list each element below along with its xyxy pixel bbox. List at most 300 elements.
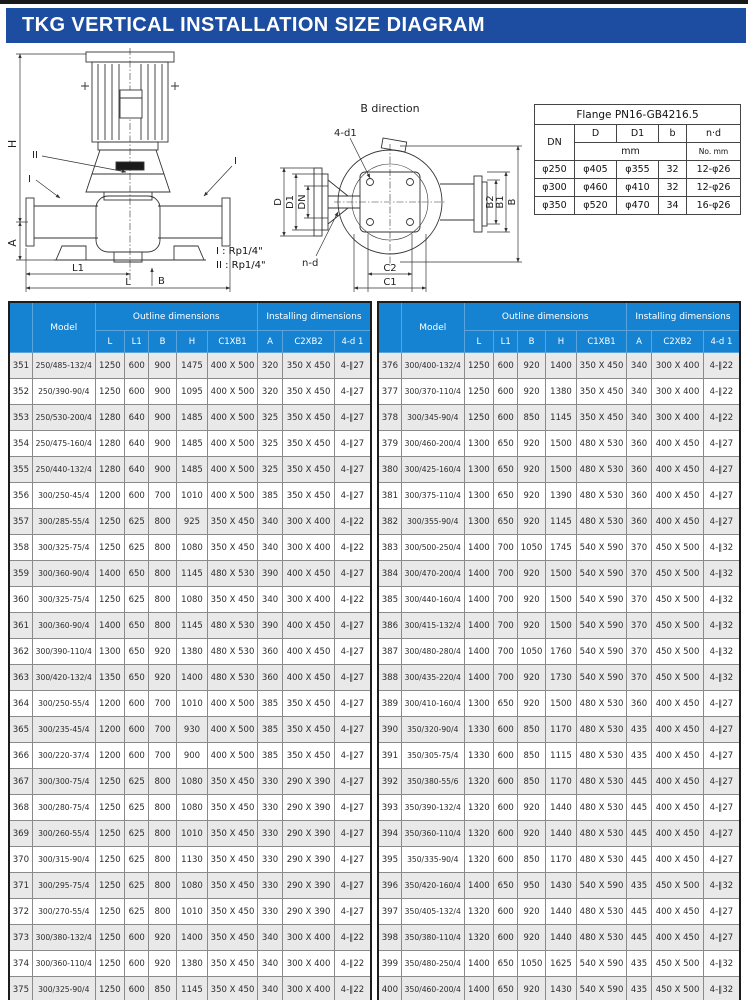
cell-a: 370 [626, 639, 651, 665]
cell-b: 920 [149, 951, 176, 977]
col-h: H [545, 331, 576, 353]
cell-l: 1330 [464, 743, 493, 769]
cell-c2xb2: 400 X 450 [652, 431, 704, 457]
cell-c1xb1: 480 X 530 [577, 717, 627, 743]
cell-h: 1130 [176, 847, 207, 873]
cell-b: 700 [149, 743, 176, 769]
cell-4d1: 4-∥32 [703, 977, 740, 1000]
cell-c2xb2: 450 X 500 [652, 665, 704, 691]
table-row [378, 561, 740, 587]
cell-c2xb2: 300 X 400 [652, 379, 704, 405]
cell-c2xb2: 450 X 500 [652, 977, 704, 1000]
table-row [378, 743, 740, 769]
cell-c2xb2: 400 X 450 [283, 613, 335, 639]
cell-a: 340 [257, 951, 282, 977]
cell-l1: 600 [494, 379, 518, 405]
row-number: 357 [9, 509, 32, 535]
row-number: 363 [9, 665, 32, 691]
row-number: 366 [9, 743, 32, 769]
cell-model: 350/380-110/4 [401, 925, 464, 951]
cell-dn: φ350 [535, 197, 575, 215]
flange-unit-no-mm: No. mm [687, 143, 741, 161]
cell-a: 360 [626, 431, 651, 457]
cell-model: 300/300-75/4 [32, 769, 95, 795]
cell-l1: 600 [494, 717, 518, 743]
cell-l: 1320 [464, 795, 493, 821]
cell-l: 1200 [95, 717, 124, 743]
cell-l: 1300 [95, 639, 124, 665]
cell-model: 300/400-132/4 [401, 353, 464, 379]
cell-c2xb2: 300 X 400 [283, 951, 335, 977]
cell-c1xb1: 400 X 500 [208, 717, 258, 743]
cell-h: 1440 [545, 899, 576, 925]
outline-dimensions-header: Outline dimensions [95, 302, 257, 331]
dim-l-label: L [125, 277, 131, 288]
cell-4d1: 4-∥27 [334, 379, 371, 405]
cell-b: 920 [518, 925, 545, 951]
cell-a: 340 [257, 535, 282, 561]
cell-h: 1400 [176, 925, 207, 951]
cell-4d1: 4-∥27 [334, 873, 371, 899]
cell-b: 900 [149, 405, 176, 431]
cell-4d1: 4-∥27 [334, 717, 371, 743]
cell-a: 340 [257, 509, 282, 535]
flange-table-row [535, 161, 741, 179]
cell-4d1: 4-∥27 [703, 509, 740, 535]
row-number: 395 [378, 847, 401, 873]
cell-model: 350/420-160/4 [401, 873, 464, 899]
cell-l1: 600 [125, 743, 149, 769]
b-direction-title: B direction [360, 102, 420, 115]
cell-a: 320 [257, 379, 282, 405]
cell-c1xb1: 350 X 450 [208, 899, 258, 925]
cell-c1xb1: 350 X 450 [208, 951, 258, 977]
cell-l: 1200 [95, 691, 124, 717]
cell-h: 1380 [176, 639, 207, 665]
cell-nd: 16-φ26 [687, 197, 741, 215]
cell-l: 1250 [95, 873, 124, 899]
cell-l: 1250 [95, 899, 124, 925]
col-4d1: 4-d 1 [703, 331, 740, 353]
cell-4d1: 4-∥22 [703, 379, 740, 405]
cell-b: 900 [149, 353, 176, 379]
cell-dn: φ250 [535, 161, 575, 179]
outline-dimensions-header: Outline dimensions [464, 302, 626, 331]
cell-c1xb1: 480 X 530 [208, 665, 258, 691]
cell-h: 900 [176, 743, 207, 769]
cell-c1xb1: 480 X 530 [577, 691, 627, 717]
cell-c1xb1: 400 X 500 [208, 691, 258, 717]
cell-model: 350/305-75/4 [401, 743, 464, 769]
cell-a: 330 [257, 821, 282, 847]
cell-l1: 600 [125, 977, 149, 1000]
table-row [9, 535, 371, 561]
table-row [9, 795, 371, 821]
cell-a: 385 [257, 691, 282, 717]
cell-model: 300/425-160/4 [401, 457, 464, 483]
flange-col-nd: n·d [687, 125, 741, 143]
cell-c2xb2: 300 X 400 [283, 977, 335, 1000]
cell-4d1: 4-∥27 [334, 431, 371, 457]
cell-a: 385 [257, 743, 282, 769]
row-number: 358 [9, 535, 32, 561]
cell-l: 1300 [464, 691, 493, 717]
cell-model: 350/460-200/4 [401, 977, 464, 1000]
cell-b: 32 [659, 161, 687, 179]
table-row [9, 613, 371, 639]
cell-c1xb1: 540 X 590 [577, 561, 627, 587]
cell-4d1: 4-∥27 [334, 795, 371, 821]
cell-c1xb1: 480 X 530 [577, 431, 627, 457]
col-a: A [257, 331, 282, 353]
table-row [9, 639, 371, 665]
cell-b: 900 [149, 379, 176, 405]
table-row [9, 379, 371, 405]
cell-model: 350/360-110/4 [401, 821, 464, 847]
cell-4d1: 4-∥27 [703, 795, 740, 821]
cell-4d1: 4-∥22 [334, 587, 371, 613]
cell-b: 800 [149, 561, 176, 587]
cell-l1: 600 [494, 899, 518, 925]
cell-c1xb1: 350 X 450 [208, 925, 258, 951]
cell-c2xb2: 400 X 450 [283, 639, 335, 665]
cell-b: 900 [149, 457, 176, 483]
cell-c1xb1: 480 X 530 [577, 899, 627, 925]
cell-d1: φ470 [617, 197, 659, 215]
table-row [378, 353, 740, 379]
cell-h: 1400 [545, 353, 576, 379]
ports-note [216, 245, 266, 273]
cell-a: 445 [626, 795, 651, 821]
row-number: 352 [9, 379, 32, 405]
cell-l: 1400 [464, 665, 493, 691]
cell-b: 800 [149, 899, 176, 925]
cell-c2xb2: 350 X 450 [283, 483, 335, 509]
cell-a: 340 [626, 405, 651, 431]
cell-l1: 600 [494, 925, 518, 951]
col-h: H [176, 331, 207, 353]
cell-b: 920 [518, 899, 545, 925]
cell-l: 1200 [95, 483, 124, 509]
table-row [378, 457, 740, 483]
row-number: 384 [378, 561, 401, 587]
cell-model: 300/470-200/4 [401, 561, 464, 587]
col-l1: L1 [494, 331, 518, 353]
cell-h: 1440 [545, 795, 576, 821]
cell-a: 330 [257, 769, 282, 795]
cell-4d1: 4-∥32 [703, 561, 740, 587]
cell-h: 1760 [545, 639, 576, 665]
cell-4d1: 4-∥22 [334, 509, 371, 535]
cell-c2xb2: 450 X 500 [652, 639, 704, 665]
table-row [9, 665, 371, 691]
cell-l: 1320 [464, 899, 493, 925]
table-row [9, 977, 371, 1000]
cell-c1xb1: 540 X 590 [577, 639, 627, 665]
row-number: 398 [378, 925, 401, 951]
cell-b: 850 [518, 717, 545, 743]
cell-h: 1080 [176, 535, 207, 561]
dim-b-label: B [507, 198, 518, 206]
cell-model: 300/250-45/4 [32, 483, 95, 509]
cell-h: 1010 [176, 821, 207, 847]
cell-model: 300/260-55/4 [32, 821, 95, 847]
cell-model: 300/380-132/4 [32, 925, 95, 951]
col-c1xb1: C1XB1 [208, 331, 258, 353]
row-number: 371 [9, 873, 32, 899]
cell-l1: 600 [494, 769, 518, 795]
cell-4d1: 4-∥27 [334, 665, 371, 691]
table-row [378, 665, 740, 691]
cell-c1xb1: 400 X 500 [208, 483, 258, 509]
cell-h: 1010 [176, 691, 207, 717]
cell-model: 300/295-75/4 [32, 873, 95, 899]
cell-h: 1170 [545, 847, 576, 873]
table-row [9, 587, 371, 613]
cell-l1: 625 [125, 795, 149, 821]
cell-b: 800 [149, 509, 176, 535]
table-row [378, 509, 740, 535]
cell-c1xb1: 480 X 530 [577, 821, 627, 847]
cell-l: 1250 [95, 795, 124, 821]
cell-b: 900 [149, 431, 176, 457]
cell-b: 34 [659, 197, 687, 215]
cell-c2xb2: 400 X 450 [652, 691, 704, 717]
cell-4d1: 4-∥32 [703, 535, 740, 561]
col-4d1: 4-d 1 [334, 331, 371, 353]
cell-l1: 600 [125, 951, 149, 977]
cell-b: 800 [149, 821, 176, 847]
cell-a: 445 [626, 769, 651, 795]
cell-h: 1625 [545, 951, 576, 977]
cell-l: 1400 [464, 977, 493, 1000]
cell-c2xb2: 450 X 500 [652, 613, 704, 639]
cell-l: 1250 [464, 405, 493, 431]
cell-b: 920 [518, 691, 545, 717]
cell-l: 1280 [95, 457, 124, 483]
cell-l: 1400 [464, 639, 493, 665]
cell-b: 920 [518, 483, 545, 509]
cell-l1: 650 [494, 977, 518, 1000]
col-c2xb2: C2XB2 [652, 331, 704, 353]
cell-model: 300/360-90/4 [32, 613, 95, 639]
cell-h: 930 [176, 717, 207, 743]
cell-l: 1400 [464, 535, 493, 561]
cell-b: 800 [149, 769, 176, 795]
cell-b: 800 [149, 613, 176, 639]
cell-l: 1200 [95, 743, 124, 769]
cell-4d1: 4-∥27 [334, 405, 371, 431]
cell-nd: 12-φ26 [687, 161, 741, 179]
cell-c1xb1: 350 X 450 [208, 821, 258, 847]
cell-c1xb1: 540 X 590 [577, 535, 627, 561]
cell-a: 370 [626, 587, 651, 613]
cell-h: 1485 [176, 405, 207, 431]
row-number: 400 [378, 977, 401, 1000]
cell-4d1: 4-∥32 [703, 639, 740, 665]
cell-model: 300/325-90/4 [32, 977, 95, 1000]
row-number: 368 [9, 795, 32, 821]
cell-d1: φ355 [617, 161, 659, 179]
cell-b: 700 [149, 691, 176, 717]
cell-l: 1400 [464, 587, 493, 613]
cell-b: 1050 [518, 951, 545, 977]
col-a: A [626, 331, 651, 353]
row-number: 379 [378, 431, 401, 457]
nd-label: n-d [302, 258, 319, 269]
cell-c2xb2: 450 X 500 [652, 587, 704, 613]
cell-l1: 600 [125, 379, 149, 405]
cell-h: 1010 [176, 899, 207, 925]
cell-4d1: 4-∥22 [334, 977, 371, 1000]
table-row [9, 925, 371, 951]
table-row [9, 483, 371, 509]
cell-4d1: 4-∥32 [703, 587, 740, 613]
cell-c2xb2: 400 X 450 [652, 795, 704, 821]
dim-h-label: H [6, 139, 19, 149]
table-row [378, 873, 740, 899]
cell-c1xb1: 350 X 450 [208, 847, 258, 873]
cell-4d1: 4-∥27 [334, 899, 371, 925]
cell-nd: 12-φ26 [687, 179, 741, 197]
cell-a: 325 [257, 431, 282, 457]
cell-l: 1250 [95, 379, 124, 405]
cell-c2xb2: 350 X 450 [283, 717, 335, 743]
cell-h: 1440 [545, 821, 576, 847]
cell-a: 370 [626, 613, 651, 639]
cell-c1xb1: 480 X 530 [577, 483, 627, 509]
flange-col-b: b [659, 125, 687, 143]
cell-l1: 650 [494, 509, 518, 535]
row-number: 361 [9, 613, 32, 639]
cell-c1xb1: 480 X 530 [208, 639, 258, 665]
cell-a: 360 [257, 665, 282, 691]
cell-c2xb2: 350 X 450 [283, 379, 335, 405]
cell-h: 1145 [176, 561, 207, 587]
port-i-left-label: I [28, 174, 31, 185]
cell-b: 920 [518, 431, 545, 457]
cell-l1: 700 [494, 613, 518, 639]
cell-l: 1250 [95, 821, 124, 847]
cell-c2xb2: 450 X 500 [652, 873, 704, 899]
row-number: 386 [378, 613, 401, 639]
cell-4d1: 4-∥32 [703, 873, 740, 899]
cell-l: 1320 [464, 821, 493, 847]
cell-b: 920 [518, 665, 545, 691]
cell-l1: 700 [494, 587, 518, 613]
cell-h: 1145 [545, 405, 576, 431]
cell-b: 800 [149, 535, 176, 561]
cell-h: 1390 [545, 483, 576, 509]
dimension-table-left [8, 301, 372, 1000]
table-row [9, 743, 371, 769]
row-number: 351 [9, 353, 32, 379]
cell-c2xb2: 350 X 450 [283, 691, 335, 717]
flange-table-row [535, 197, 741, 215]
cell-c2xb2: 350 X 450 [283, 405, 335, 431]
cell-a: 320 [257, 353, 282, 379]
table-row [378, 483, 740, 509]
cell-b: 920 [149, 665, 176, 691]
cell-a: 445 [626, 925, 651, 951]
b-direction-view-drawing [250, 96, 534, 296]
cell-a: 360 [626, 483, 651, 509]
cell-l: 1250 [95, 847, 124, 873]
cell-model: 300/390-110/4 [32, 639, 95, 665]
dim-dn-label: DN [297, 194, 308, 210]
cell-c2xb2: 290 X 390 [283, 821, 335, 847]
cell-c2xb2: 350 X 450 [283, 431, 335, 457]
cell-l1: 650 [494, 431, 518, 457]
cell-l1: 650 [494, 951, 518, 977]
cell-c1xb1: 400 X 500 [208, 353, 258, 379]
installing-dimensions-header: Installing dimensions [626, 302, 740, 331]
cell-b: 850 [518, 405, 545, 431]
cell-model: 300/360-110/4 [32, 951, 95, 977]
cell-c2xb2: 400 X 450 [652, 457, 704, 483]
cell-h: 1095 [176, 379, 207, 405]
cell-b: 920 [149, 639, 176, 665]
cell-4d1: 4-∥27 [334, 483, 371, 509]
cell-l: 1250 [95, 353, 124, 379]
cell-h: 1485 [176, 431, 207, 457]
cell-h: 1500 [545, 691, 576, 717]
cell-d: φ520 [575, 197, 617, 215]
cell-c1xb1: 480 X 530 [577, 795, 627, 821]
cell-c1xb1: 480 X 530 [577, 509, 627, 535]
row-number: 382 [378, 509, 401, 535]
cell-l1: 625 [125, 847, 149, 873]
cell-model: 300/360-90/4 [32, 561, 95, 587]
cell-h: 1080 [176, 769, 207, 795]
cell-c2xb2: 350 X 450 [283, 743, 335, 769]
cell-h: 1145 [176, 613, 207, 639]
cell-h: 1485 [176, 457, 207, 483]
cell-l1: 650 [494, 873, 518, 899]
cell-l1: 700 [494, 665, 518, 691]
cell-a: 325 [257, 457, 282, 483]
flange-col-d: D [575, 125, 617, 143]
col-b: B [149, 331, 176, 353]
cell-a: 370 [626, 665, 651, 691]
cell-c1xb1: 540 X 590 [577, 665, 627, 691]
cell-model: 300/375-110/4 [401, 483, 464, 509]
cell-a: 330 [257, 847, 282, 873]
cell-h: 1380 [176, 951, 207, 977]
row-number: 389 [378, 691, 401, 717]
dim-c2-label: C2 [383, 263, 397, 274]
table-row [378, 405, 740, 431]
row-number: 399 [378, 951, 401, 977]
cell-c2xb2: 400 X 450 [283, 665, 335, 691]
row-number: 355 [9, 457, 32, 483]
row-number: 359 [9, 561, 32, 587]
cell-l1: 600 [494, 821, 518, 847]
cell-d1: φ410 [617, 179, 659, 197]
cell-l1: 700 [494, 639, 518, 665]
cell-c2xb2: 400 X 450 [652, 899, 704, 925]
dim-c1-label: C1 [383, 277, 397, 288]
table-row [378, 769, 740, 795]
page-title: TKG VERTICAL INSTALLATION SIZE DIAGRAM [6, 8, 746, 43]
cell-l: 1250 [95, 587, 124, 613]
cell-l1: 600 [125, 717, 149, 743]
cell-b: 920 [518, 587, 545, 613]
row-number: 378 [378, 405, 401, 431]
dim-a-label: A [6, 239, 19, 247]
cell-h: 925 [176, 509, 207, 535]
cell-b: 700 [149, 717, 176, 743]
